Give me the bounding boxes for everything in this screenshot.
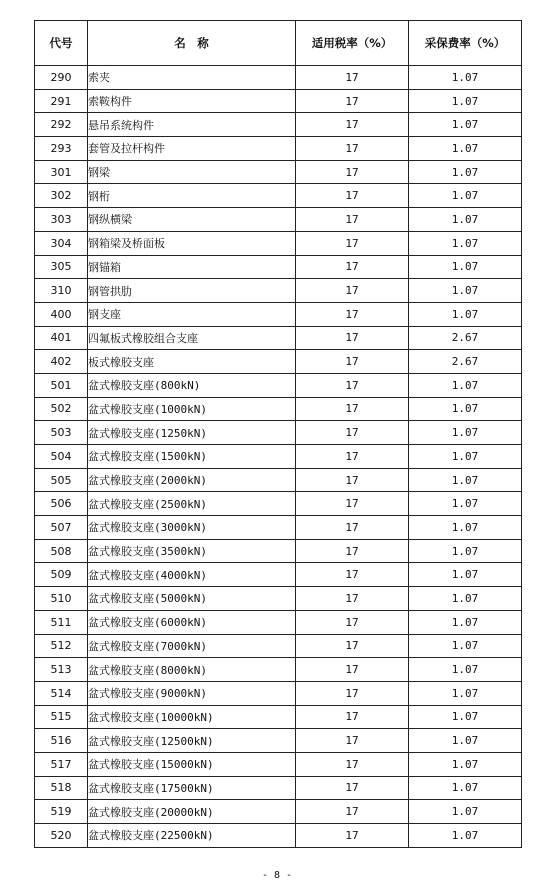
row-code: 292	[35, 113, 88, 137]
row-fee-rate: 1.07	[409, 137, 522, 161]
row-fee-rate: 1.07	[409, 634, 522, 658]
row-tax-rate: 17	[296, 587, 409, 611]
row-tax-rate: 17	[296, 66, 409, 90]
header-tax-rate: 适用税率（%）	[296, 21, 409, 66]
row-code: 506	[35, 492, 88, 516]
row-name: 盆式橡胶支座(7000kN)	[88, 634, 296, 658]
row-fee-rate: 1.07	[409, 255, 522, 279]
row-fee-rate: 1.07	[409, 208, 522, 232]
row-code: 402	[35, 350, 88, 374]
row-tax-rate: 17	[296, 658, 409, 682]
row-fee-rate: 1.07	[409, 445, 522, 469]
row-code: 303	[35, 208, 88, 232]
row-name: 盆式橡胶支座(20000kN)	[88, 800, 296, 824]
row-code: 304	[35, 231, 88, 255]
table-row	[35, 66, 522, 90]
row-tax-rate: 17	[296, 302, 409, 326]
table-row	[35, 326, 522, 350]
row-fee-rate: 1.07	[409, 516, 522, 540]
row-name: 盆式橡胶支座(4000kN)	[88, 563, 296, 587]
row-fee-rate: 1.07	[409, 824, 522, 848]
row-fee-rate: 1.07	[409, 468, 522, 492]
row-name: 钢梁	[88, 160, 296, 184]
table-row	[35, 658, 522, 682]
row-code: 301	[35, 160, 88, 184]
table-row	[35, 421, 522, 445]
row-code: 519	[35, 800, 88, 824]
row-tax-rate: 17	[296, 350, 409, 374]
row-tax-rate: 17	[296, 468, 409, 492]
row-name: 盆式橡胶支座(1000kN)	[88, 397, 296, 421]
row-code: 516	[35, 729, 88, 753]
table-row	[35, 776, 522, 800]
row-tax-rate: 17	[296, 800, 409, 824]
table-row	[35, 89, 522, 113]
row-name: 索夹	[88, 66, 296, 90]
row-fee-rate: 1.07	[409, 113, 522, 137]
row-tax-rate: 17	[296, 279, 409, 303]
row-code: 518	[35, 776, 88, 800]
row-name: 盆式橡胶支座(15000kN)	[88, 752, 296, 776]
table-header-row	[35, 21, 522, 66]
row-tax-rate: 17	[296, 255, 409, 279]
row-tax-rate: 17	[296, 539, 409, 563]
table-row	[35, 231, 522, 255]
header-code: 代号	[35, 21, 88, 66]
row-code: 508	[35, 539, 88, 563]
table-row	[35, 468, 522, 492]
row-fee-rate: 1.07	[409, 279, 522, 303]
table-row	[35, 160, 522, 184]
row-code: 503	[35, 421, 88, 445]
row-name: 盆式橡胶支座(3000kN)	[88, 516, 296, 540]
row-name: 套管及拉杆构件	[88, 137, 296, 161]
row-fee-rate: 1.07	[409, 563, 522, 587]
row-name: 盆式橡胶支座(6000kN)	[88, 610, 296, 634]
row-tax-rate: 17	[296, 824, 409, 848]
row-fee-rate: 1.07	[409, 800, 522, 824]
table-row	[35, 516, 522, 540]
row-fee-rate: 1.07	[409, 302, 522, 326]
row-tax-rate: 17	[296, 326, 409, 350]
row-fee-rate: 2.67	[409, 350, 522, 374]
row-name: 盆式橡胶支座(1250kN)	[88, 421, 296, 445]
row-tax-rate: 17	[296, 137, 409, 161]
row-fee-rate: 1.07	[409, 160, 522, 184]
row-tax-rate: 17	[296, 681, 409, 705]
table-row	[35, 302, 522, 326]
table-row	[35, 610, 522, 634]
table-row	[35, 350, 522, 374]
table-row	[35, 752, 522, 776]
table-row	[35, 587, 522, 611]
table-row	[35, 800, 522, 824]
row-fee-rate: 1.07	[409, 658, 522, 682]
row-tax-rate: 17	[296, 373, 409, 397]
row-fee-rate: 1.07	[409, 729, 522, 753]
row-fee-rate: 1.07	[409, 752, 522, 776]
row-code: 510	[35, 587, 88, 611]
row-tax-rate: 17	[296, 184, 409, 208]
row-tax-rate: 17	[296, 208, 409, 232]
row-name: 板式橡胶支座	[88, 350, 296, 374]
row-code: 305	[35, 255, 88, 279]
row-code: 504	[35, 445, 88, 469]
table-row	[35, 184, 522, 208]
table-row	[35, 824, 522, 848]
row-tax-rate: 17	[296, 610, 409, 634]
row-code: 290	[35, 66, 88, 90]
row-name: 索鞍构件	[88, 89, 296, 113]
table-row	[35, 492, 522, 516]
header-fee-rate: 采保费率（%）	[409, 21, 522, 66]
row-name: 钢管拱肋	[88, 279, 296, 303]
row-name: 盆式橡胶支座(8000kN)	[88, 658, 296, 682]
row-code: 513	[35, 658, 88, 682]
row-code: 502	[35, 397, 88, 421]
row-fee-rate: 1.07	[409, 231, 522, 255]
row-tax-rate: 17	[296, 752, 409, 776]
row-fee-rate: 1.07	[409, 539, 522, 563]
row-name: 盆式橡胶支座(10000kN)	[88, 705, 296, 729]
row-tax-rate: 17	[296, 421, 409, 445]
row-code: 302	[35, 184, 88, 208]
row-tax-rate: 17	[296, 563, 409, 587]
row-fee-rate: 1.07	[409, 587, 522, 611]
row-name: 盆式橡胶支座(3500kN)	[88, 539, 296, 563]
row-tax-rate: 17	[296, 160, 409, 184]
row-code: 514	[35, 681, 88, 705]
table-row	[35, 137, 522, 161]
table-row	[35, 397, 522, 421]
table-row	[35, 563, 522, 587]
table-row	[35, 634, 522, 658]
row-code: 512	[35, 634, 88, 658]
row-name: 盆式橡胶支座(22500kN)	[88, 824, 296, 848]
row-code: 400	[35, 302, 88, 326]
table-body	[35, 66, 522, 848]
row-fee-rate: 1.07	[409, 492, 522, 516]
row-name: 钢支座	[88, 302, 296, 326]
row-tax-rate: 17	[296, 634, 409, 658]
row-tax-rate: 17	[296, 113, 409, 137]
row-name: 盆式橡胶支座(2500kN)	[88, 492, 296, 516]
row-tax-rate: 17	[296, 445, 409, 469]
row-fee-rate: 1.07	[409, 373, 522, 397]
header-name: 名 称	[88, 21, 296, 66]
row-tax-rate: 17	[296, 231, 409, 255]
row-tax-rate: 17	[296, 705, 409, 729]
row-code: 293	[35, 137, 88, 161]
table-row	[35, 681, 522, 705]
table-row	[35, 113, 522, 137]
row-fee-rate: 1.07	[409, 66, 522, 90]
row-name: 钢箱梁及桥面板	[88, 231, 296, 255]
row-code: 520	[35, 824, 88, 848]
row-tax-rate: 17	[296, 729, 409, 753]
row-fee-rate: 1.07	[409, 184, 522, 208]
row-tax-rate: 17	[296, 516, 409, 540]
row-name: 悬吊系统构件	[88, 113, 296, 137]
row-name: 钢纵横梁	[88, 208, 296, 232]
row-name: 盆式橡胶支座(2000kN)	[88, 468, 296, 492]
row-code: 401	[35, 326, 88, 350]
row-fee-rate: 1.07	[409, 89, 522, 113]
table-row	[35, 729, 522, 753]
row-name: 盆式橡胶支座(1500kN)	[88, 445, 296, 469]
row-tax-rate: 17	[296, 776, 409, 800]
page-number: - 8 -	[261, 870, 293, 881]
rate-table	[34, 20, 522, 848]
row-tax-rate: 17	[296, 397, 409, 421]
table-row	[35, 539, 522, 563]
row-name: 盆式橡胶支座(12500kN)	[88, 729, 296, 753]
row-code: 505	[35, 468, 88, 492]
row-tax-rate: 17	[296, 492, 409, 516]
row-name: 盆式橡胶支座(5000kN)	[88, 587, 296, 611]
row-code: 310	[35, 279, 88, 303]
row-code: 507	[35, 516, 88, 540]
table-row	[35, 705, 522, 729]
row-fee-rate: 1.07	[409, 610, 522, 634]
row-name: 钢桁	[88, 184, 296, 208]
row-name: 盆式橡胶支座(800kN)	[88, 373, 296, 397]
row-fee-rate: 1.07	[409, 705, 522, 729]
table-row	[35, 373, 522, 397]
row-code: 515	[35, 705, 88, 729]
row-code: 501	[35, 373, 88, 397]
row-fee-rate: 1.07	[409, 421, 522, 445]
row-code: 509	[35, 563, 88, 587]
row-name: 盆式橡胶支座(9000kN)	[88, 681, 296, 705]
row-fee-rate: 1.07	[409, 681, 522, 705]
table-row	[35, 279, 522, 303]
row-fee-rate: 2.67	[409, 326, 522, 350]
row-fee-rate: 1.07	[409, 776, 522, 800]
row-tax-rate: 17	[296, 89, 409, 113]
table-row	[35, 445, 522, 469]
row-name: 盆式橡胶支座(17500kN)	[88, 776, 296, 800]
row-fee-rate: 1.07	[409, 397, 522, 421]
row-name: 四氟板式橡胶组合支座	[88, 326, 296, 350]
table-row	[35, 208, 522, 232]
table-row	[35, 255, 522, 279]
row-code: 291	[35, 89, 88, 113]
row-code: 511	[35, 610, 88, 634]
row-name: 钢锚箱	[88, 255, 296, 279]
row-code: 517	[35, 752, 88, 776]
